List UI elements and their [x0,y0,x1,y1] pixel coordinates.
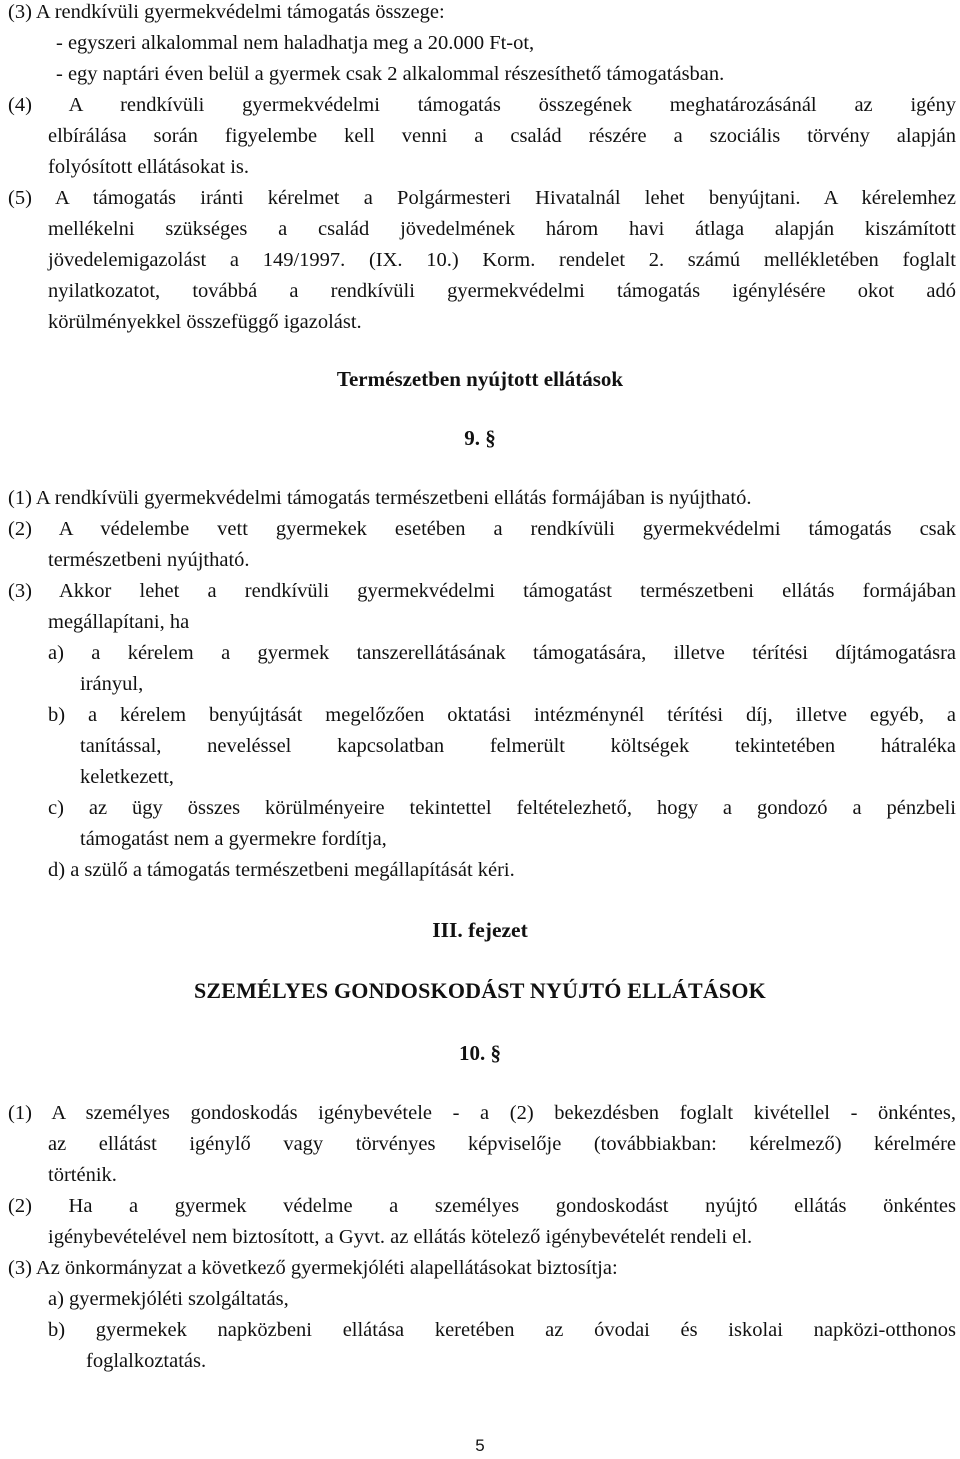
list-item-d: d) a szülő a támogatás természetbeni megállapítását kéri. [48,859,515,881]
text-line: keletkezett, [80,766,174,788]
list-item-b: b) gyermekek napközbeni ellátása keretében az óvodai és iskolai napközi-otthonos [48,1319,956,1341]
text-line: (3) Akkor lehet a rendkívüli gyermekvédelmi támogatást természetbeni ellátás formájában [8,580,956,602]
text-line: (1) A személyes gondoskodás igénybevétele - a (2) bekezdésben foglalt kivétellel - önkéntes, [8,1102,956,1124]
text-line: megállapítani, ha [48,611,190,633]
text-line: (1) A rendkívüli gyermekvédelmi támogatás természetbeni ellátás formájában is nyújtható. [8,487,752,509]
paragraph-number: 10. § [459,1041,501,1065]
text-line: (3) A rendkívüli gyermekvédelmi támogatás összege: [8,1,445,23]
section-heading: Természetben nyújtott ellátások [336,367,624,391]
text-line: foglalkoztatás. [86,1350,207,1372]
text-line: igénybevételével nem biztosított, a Gyvt. az ellátás kötelező igénybevételét rendeli el. [48,1226,753,1248]
text-line: nyilatkozatot, továbbá a rendkívüli gyermekvédelmi támogatás igénylésére okot adó [48,280,956,302]
chapter-title: SZEMÉLYES GONDOSKODÁST NYÚJTÓ ELLÁTÁSOK [193,978,766,1003]
text-line: jövedelemigazolást a 149/1997. (IX. 10.) Korm. rendelet 2. számú mellékletében foglalt [48,249,956,271]
text-line: folyósított ellátásokat is. [48,156,249,178]
page-number: 5 [475,1436,485,1455]
text-line: mellékelni szükséges a család jövedelmének három havi átlaga alapján kiszámított [48,218,956,240]
list-item-a: a) gyermekjóléti szolgáltatás, [48,1288,289,1310]
text-line: (2) Ha a gyermek védelme a személyes gondoskodást nyújtó ellátás önkéntes [8,1195,956,1217]
text-line: (4) A rendkívüli gyermekvédelmi támogatás összegének meghatározásánál az igény [8,94,956,116]
paragraph-number: 9. § [464,426,496,450]
text-line: támogatást nem a gyermekre fordítja, [80,828,387,850]
list-item-a: a) a kérelem a gyermek tanszerellátásának támogatására, illetve térítési díjtámogatásra [48,642,956,664]
list-item-c: c) az ügy összes körülményeire tekintettel feltételezhető, hogy a gondozó a pénzbeli [48,797,956,819]
text-line: (2) A védelembe vett gyermekek esetében a rendkívüli gyermekvédelmi támogatás csak [8,518,956,540]
text-line: - egyszeri alkalommal nem haladhatja meg a 20.000 Ft-ot, [56,32,535,54]
text-line: történik. [48,1164,117,1186]
text-line: tanítással, neveléssel kapcsolatban felmerült költségek tekintetében hátraléka [80,735,956,757]
list-item-b: b) a kérelem benyújtását megelőzően oktatási intézménynél térítési díj, illetve egyéb, a [48,704,956,726]
text-line: természetbeni nyújtható. [48,549,250,571]
chapter-heading: III. fejezet [432,918,528,942]
text-line: irányul, [80,673,144,695]
text-line: elbírálása során figyelembe kell venni a család részére a szociális törvény alapján [48,125,956,147]
text-line: körülményekkel összefüggő igazolást. [48,311,362,333]
text-line: - egy naptári éven belül a gyermek csak 2 alkalommal részesíthető támogatásban. [56,63,725,85]
text-line: (3) Az önkormányzat a következő gyermekjóléti alapellátásokat biztosítja: [8,1257,618,1279]
text-line: (5) A támogatás iránti kérelmet a Polgármesteri Hivatalnál lehet benyújtani. A kérelemhez [8,187,956,209]
text-line: az ellátást igénylő vagy törvényes képviselője (továbbiakban: kérelmező) kérelmére [48,1133,956,1155]
